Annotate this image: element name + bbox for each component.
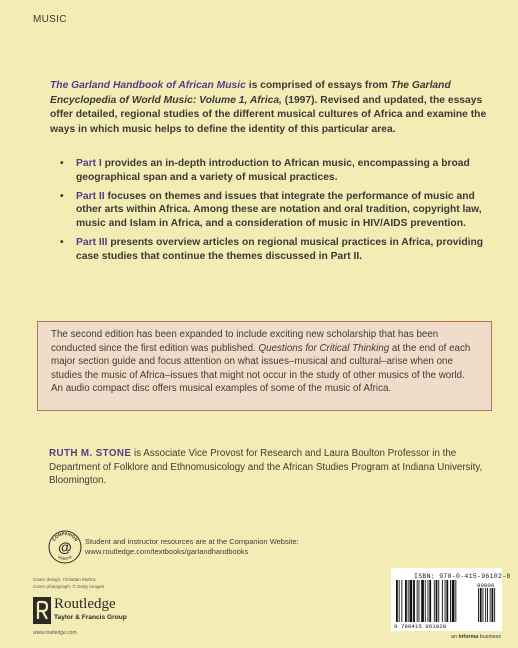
isbn-text: ISBN: 978-0-415-96102-8 bbox=[414, 573, 511, 580]
second-edition-box bbox=[37, 321, 492, 411]
barcode-addon: 90000 bbox=[477, 582, 495, 589]
publisher-group: Taylor & Francis Group bbox=[54, 614, 127, 621]
publisher-name: Routledge bbox=[54, 596, 116, 612]
part-text: presents overview articles on regional musical practices in Africa, providing case studies that continue the themes discussed in Part II. bbox=[76, 236, 484, 262]
badge-bottom-text: WEBSITE bbox=[56, 554, 74, 562]
category-label: MUSIC bbox=[33, 14, 67, 25]
encyclopedia-title: The Garland Encyclopedia of World Music: Volume 1, Africa, bbox=[50, 80, 451, 106]
intro-text-2: (1997). Revised and updated, the essays offer detailed, regional studies of the different musical cultures of Africa and examine the ways in which music helps to define the identity of this particular area. bbox=[50, 94, 487, 135]
box-text-1: The second edition has been expanded to include exciting new scholarship that has been conducted since the first edition was published. bbox=[51, 329, 439, 354]
author-bio bbox=[49, 447, 489, 488]
questions-title: Questions for Critical Thinking bbox=[258, 342, 390, 354]
part-label: Part II bbox=[76, 190, 105, 202]
svg-text:@: @ bbox=[58, 539, 72, 555]
companion-url[interactable]: www.routledge.com/textbooks/garlandhandbooks bbox=[85, 547, 249, 556]
list-item bbox=[50, 236, 490, 264]
barcode-number: 9 780415 961028 bbox=[394, 623, 447, 630]
informa-brand: informa bbox=[458, 634, 479, 640]
box-text-2: at the end of each major section guide and focus attention on what issues–musical and cultural–arise when one studies the music of Africa–issues that might not occur in the study of other musics of the world. An audio compact disc offers musical examples of some of the music of Africa. bbox=[51, 342, 471, 395]
book-title: The Garland Handbook of African Music bbox=[50, 80, 246, 91]
part-label: Part I bbox=[76, 158, 102, 169]
informa-tagline bbox=[451, 634, 501, 640]
badge-top-text: COMPANION bbox=[51, 530, 79, 542]
routledge-logo bbox=[33, 595, 153, 631]
barcode-digits bbox=[394, 623, 446, 630]
list-item bbox=[50, 157, 490, 185]
informa-suffix: business bbox=[478, 634, 502, 640]
companion-line-1: Student and instructor resources are at the Companion Website: bbox=[85, 537, 299, 546]
bullet-icon: • bbox=[60, 190, 64, 202]
informa-prefix: an bbox=[451, 634, 459, 640]
intro-text-1: is comprised of essays from bbox=[245, 80, 391, 91]
bio-text: is Associate Vice Provost for Research and Laura Boulton Professor in the Department of Folklore and Ethnomusicology and the African Studies Program at Indiana University, Bloomington. bbox=[49, 448, 483, 487]
part-text: focuses on themes and issues that integrate the performance of music and other arts within Africa. Among these are notation and oral tradition, copyright law, music and Islam in Africa, and a consideration of music in HIV/AIDS prevention. bbox=[76, 190, 482, 230]
cover-credits bbox=[33, 577, 104, 590]
part-text: provides an in-depth introduction to African music, encompassing a broad geographical span and a variety of musical practices. bbox=[76, 158, 470, 183]
intro-paragraph bbox=[50, 79, 490, 137]
part-label: Part III bbox=[76, 236, 108, 248]
cover-design-credit: Cover design: Christian Muñoz bbox=[33, 577, 96, 582]
list-item bbox=[50, 190, 490, 231]
bullet-icon: • bbox=[60, 158, 64, 169]
parts-list bbox=[50, 157, 490, 269]
bullet-icon: • bbox=[60, 236, 64, 248]
publisher-website[interactable]: www.routledge.com bbox=[33, 630, 77, 636]
companion-website-icon bbox=[48, 530, 82, 564]
cover-photo-credit: Cover photograph: © Getty Images bbox=[33, 583, 105, 589]
author-name: RUTH M. STONE bbox=[49, 448, 132, 459]
companion-text bbox=[85, 537, 299, 557]
routledge-r-icon bbox=[33, 597, 51, 624]
